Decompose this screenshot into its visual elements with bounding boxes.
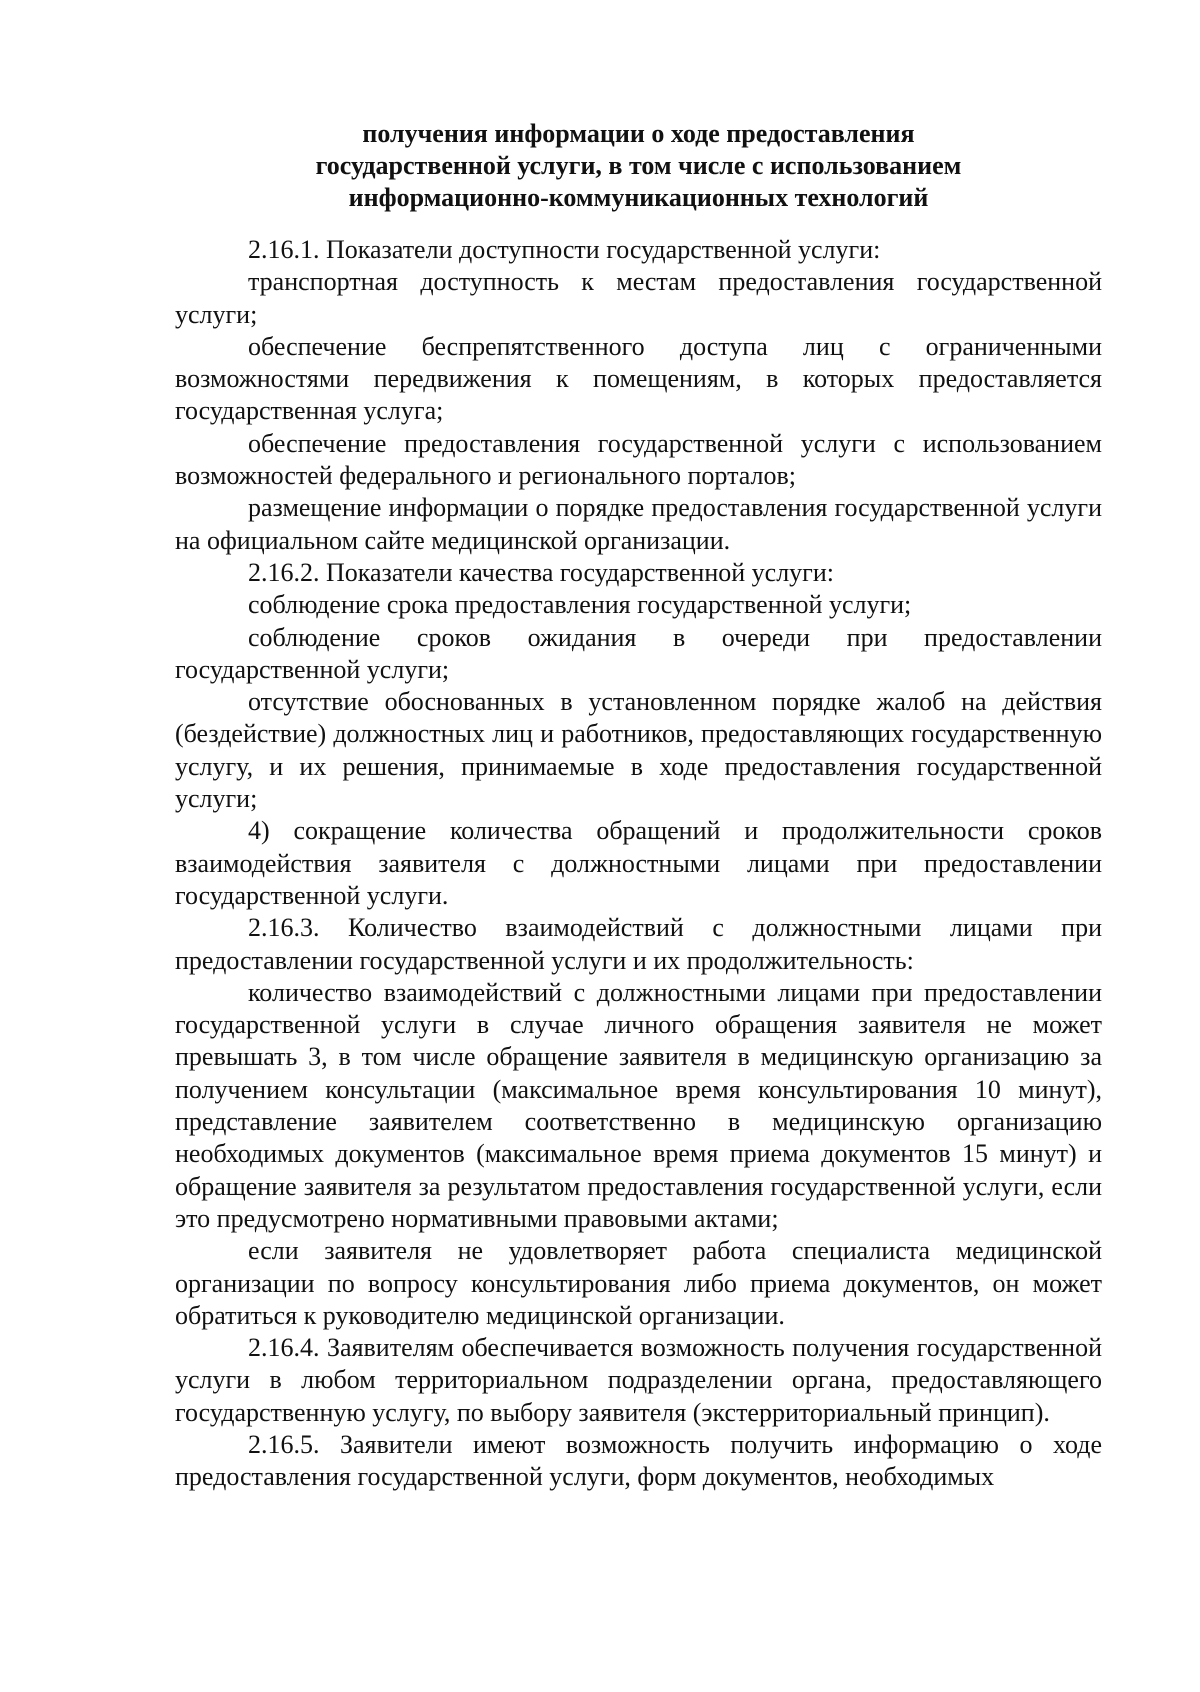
paragraph-accessibility: обеспечение беспрепятственного доступа лиц с ограниченными возможностями передвижения к помещениям, в которых предоставляется государственная услуга; bbox=[175, 331, 1102, 426]
paragraph-portals: обеспечение предоставления государственной услуги с использованием возможностей федерального и регионального порталов; bbox=[175, 428, 1102, 491]
paragraph-interactions-count: количество взаимодействий с должностными лицами при предоставлении государственной услуги в случае личного обращения заявителя не может превышать 3, в том числе обращение заявителя в медицинскую организацию за получением консультации (максимальное время консультирования 10 минут), представление заявителем соответственно в медицинскую организацию необходимых документов (максимальное время приема документов 15 минут) и обращение заявителя за результатом предоставления государственной услуги, если это предусмотрено нормативными правовыми актами; bbox=[175, 977, 1102, 1233]
heading-line: получения информации о ходе предоставления bbox=[362, 119, 915, 148]
paragraph-queue: соблюдение сроков ожидания в очереди при предоставлении государственной услуги; bbox=[175, 622, 1102, 684]
paragraph-complaints: отсутствие обоснованных в установленном порядке жалоб на действия (бездействие) должностных лиц и работников, предоставляющих государственную услугу, и их решения, принимаемые в ходе предоставления государственной услуги; bbox=[175, 687, 1102, 814]
paragraph-2-16-1: 2.16.1. Показатели доступности государственной услуги: bbox=[248, 235, 881, 264]
paragraph-deadline: соблюдение срока предоставления государственной услуги; bbox=[248, 590, 912, 620]
paragraph-transport: транспортная доступность к местам предоставления государственной услуги; bbox=[175, 267, 1102, 329]
paragraph-2-16-3: 2.16.3. Количество взаимодействий с должностными лицами при предоставлении государственной услуги и их продолжительность: bbox=[175, 913, 1102, 975]
paragraph-2-16-2: 2.16.2. Показатели качества государственной услуги: bbox=[248, 557, 834, 587]
paragraph-2-16-5: 2.16.5. Заявители имеют возможность получить информацию о ходе предоставления государственной услуги, форм документов, необходимых bbox=[175, 1429, 1102, 1492]
document-page bbox=[175, 118, 1102, 1494]
heading-line: информационно-коммуникационных технологий bbox=[348, 183, 929, 212]
paragraph-2-16-4: 2.16.4. Заявителям обеспечивается возможность получения государственной услуги в любом территориальном подразделении органа, предоставляющего государственную услугу, по выбору заявителя (экстерриториальный принцип). bbox=[175, 1333, 1102, 1427]
paragraph-manager-appeal: если заявителя не удовлетворяет работа специалиста медицинской организации по вопросу консультирования либо приема документов, он может обратиться к руководителю медицинской организации. bbox=[175, 1236, 1102, 1330]
paragraph-website-info: размещение информации о порядке предоставления государственной услуги на официальном сайте медицинской организации. bbox=[175, 493, 1102, 555]
section-heading bbox=[175, 118, 1102, 214]
paragraph-reduction: 4) сокращение количества обращений и продолжительности сроков взаимодействия заявителя с должностными лицами при предоставлении государственной услуги. bbox=[175, 816, 1102, 910]
heading-line: государственной услуги, в том числе с использованием bbox=[315, 151, 962, 180]
